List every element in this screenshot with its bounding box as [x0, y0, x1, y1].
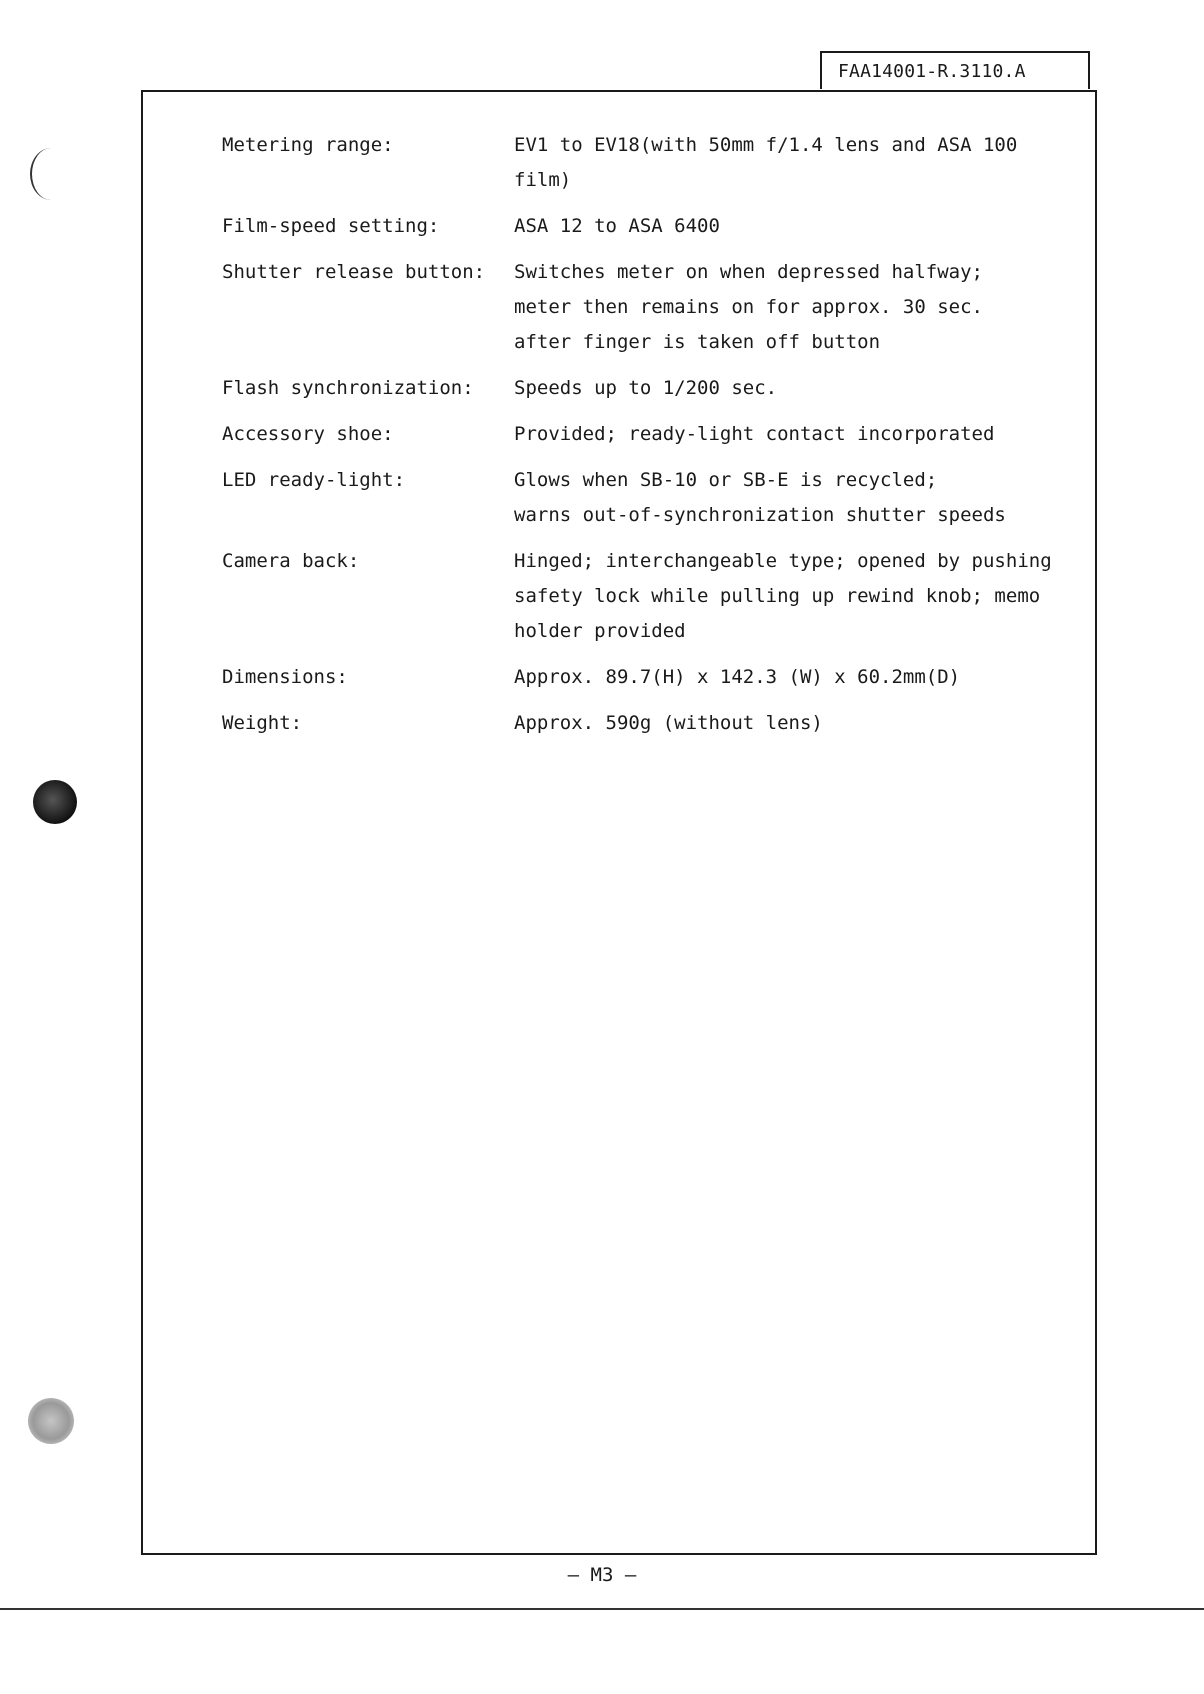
- spec-value: [514, 660, 1072, 695]
- spec-value: [514, 128, 1072, 198]
- spec-value-line: Approx. 89.7(H) x 142.3 (W) x 60.2mm(D): [514, 666, 961, 688]
- spec-row-metering-range: [222, 128, 1072, 198]
- spec-label: Flash synchronization:: [222, 377, 474, 399]
- spec-value-line: Provided; ready-light contact incorporated: [514, 423, 995, 445]
- spec-value-line: after finger is taken off button: [514, 331, 881, 353]
- spec-value-line: film): [514, 169, 572, 191]
- spec-value-line: Hinged; interchangeable type; opened by pushing: [514, 550, 1052, 572]
- spec-label: Metering range:: [222, 134, 394, 156]
- spec-value-line: Approx. 590g (without lens): [514, 712, 823, 734]
- punch-hole-top: [33, 780, 77, 824]
- spec-row-flash-sync: [222, 371, 1072, 406]
- spec-value: [514, 544, 1072, 649]
- spec-label: Dimensions:: [222, 666, 348, 688]
- spec-row-camera-back: [222, 544, 1072, 649]
- spec-value-line: holder provided: [514, 620, 686, 642]
- page-edge-mark: [30, 148, 72, 200]
- spec-list: [222, 128, 1072, 752]
- punch-hole-bottom: [28, 1398, 74, 1444]
- spec-label: Weight:: [222, 712, 303, 734]
- spec-value-line: meter then remains on for approx. 30 sec.: [514, 296, 983, 318]
- bottom-rule: [0, 1608, 1204, 1610]
- spec-value: [514, 255, 1072, 360]
- spec-value-line: Switches meter on when depressed halfway;: [514, 261, 983, 283]
- spec-row-accessory-shoe: [222, 417, 1072, 452]
- spec-value-line: ASA 12 to ASA 6400: [514, 215, 720, 237]
- spec-value: [514, 706, 1072, 741]
- spec-value-line: EV1 to EV18(with 50mm f/1.4 lens and ASA 100: [514, 134, 1018, 156]
- spec-value: [514, 371, 1072, 406]
- spec-value: [514, 417, 1072, 452]
- spec-value-line: warns out-of-synchronization shutter speeds: [514, 504, 1006, 526]
- spec-row-film-speed: [222, 209, 1072, 244]
- page-number: — M3 —: [567, 1564, 637, 1586]
- spec-label: LED ready-light:: [222, 469, 406, 491]
- spec-label: Camera back:: [222, 550, 360, 572]
- spec-value: [514, 463, 1072, 533]
- document-code: FAA14001-R.3110.A: [820, 51, 1090, 89]
- spec-value-line: Speeds up to 1/200 sec.: [514, 377, 778, 399]
- spec-label: Accessory shoe:: [222, 423, 394, 445]
- spec-row-led-ready-light: [222, 463, 1072, 533]
- spec-row-dimensions: [222, 660, 1072, 695]
- spec-row-weight: [222, 706, 1072, 741]
- spec-value: [514, 209, 1072, 244]
- spec-label: Film-speed setting:: [222, 215, 440, 237]
- spec-label: Shutter release button:: [222, 261, 486, 283]
- spec-value-line: Glows when SB-10 or SB-E is recycled;: [514, 469, 938, 491]
- spec-value-line: safety lock while pulling up rewind knob; memo: [514, 585, 1041, 607]
- spec-row-shutter-release: [222, 255, 1072, 360]
